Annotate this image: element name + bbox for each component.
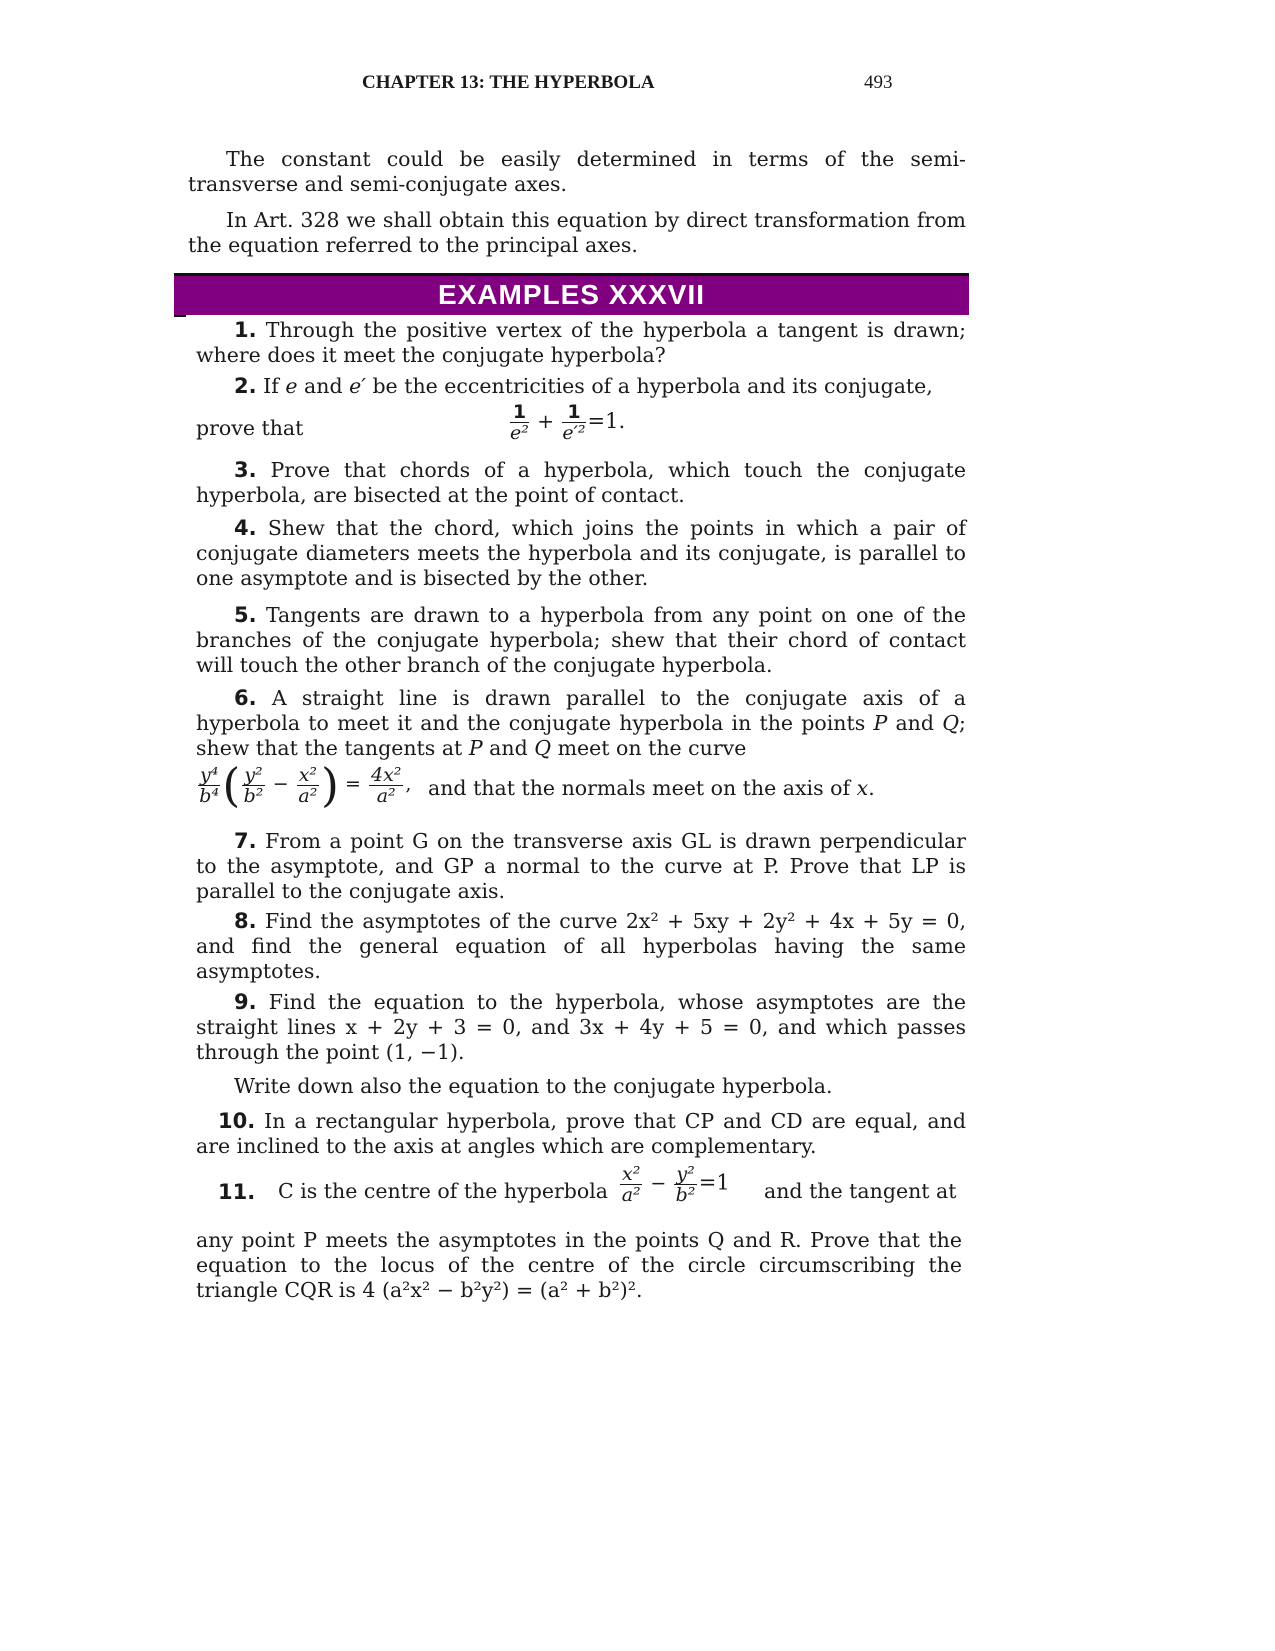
example-text: Tangents are drawn to a hyperbola from any point on one of the branches of the conjugate hyperbola; shew that their chord of contact will touch the other branch of the conjugate hyperbola. — [196, 603, 966, 677]
denominator: a² — [376, 784, 396, 807]
example-text: and — [304, 374, 343, 398]
example-number: 3. — [234, 458, 257, 482]
example-number: 5. — [234, 603, 257, 627]
numerator: x² — [622, 1163, 641, 1185]
example-text: meet on the curve — [557, 736, 747, 760]
example-text — [428, 776, 875, 801]
numerator: 4x² — [371, 763, 402, 786]
example-7 — [196, 829, 966, 904]
fraction — [620, 1164, 642, 1205]
numerator: y⁴ — [200, 763, 219, 786]
prove-that-label: prove that — [196, 416, 304, 440]
numerator: y² — [244, 763, 263, 786]
numerator: x² — [298, 763, 318, 786]
operator: = — [345, 773, 361, 795]
example-5 — [196, 603, 966, 678]
intro-paragraph-1: The constant could be easily determined in terms of the semi-transverse and semi-conjugate axes. — [188, 147, 966, 196]
reciprocal-sum-formula — [508, 402, 625, 443]
fraction — [369, 765, 403, 806]
locus-equation: 4 (a²x² − b²y²) = (a² + b²)². — [362, 1278, 643, 1302]
denominator: e² — [510, 422, 529, 444]
denominator: a² — [621, 1184, 641, 1206]
example-9 — [196, 990, 966, 1065]
example-text: In a rectangular hyperbola, prove that CP and CD are equal, and are inclined to the axis at angles which are complementary. — [196, 1109, 966, 1158]
fraction — [297, 765, 319, 806]
example-text: Find the asymptotes of the curve 2x² + 5xy + 2y² + 4x + 5y = 0, and find the general equation of all hyperbolas having the same asymptotes. — [196, 909, 966, 983]
hyperbola-equation — [618, 1164, 730, 1205]
example-number: 2. — [234, 374, 257, 398]
fraction — [510, 402, 529, 443]
denominator: b⁴ — [199, 784, 220, 807]
banner-rule — [174, 315, 186, 317]
example-text: be the eccentricities of a hyperbola and its conjugate, — [372, 374, 933, 398]
example-text: and that the normals meet on the axis of — [428, 776, 851, 800]
example-text: Prove that chords of a hyperbola, which touch the conjugate hyperbola, are bisected at the point of contact. — [196, 458, 966, 507]
example-number: 11. — [218, 1180, 256, 1204]
symbol-Q: Q — [534, 736, 552, 760]
operator: =1. — [587, 409, 626, 433]
fraction — [242, 765, 264, 806]
symbol-P: P — [468, 736, 483, 760]
denominator: b² — [243, 784, 264, 807]
example-2-formula — [196, 402, 966, 454]
fraction — [674, 1164, 696, 1205]
example-number: 7. — [234, 829, 257, 853]
right-paren: ) — [321, 758, 339, 812]
example-11-first-line — [196, 1164, 966, 1216]
operator: + — [537, 409, 554, 433]
example-3 — [196, 458, 966, 508]
example-text: and — [895, 711, 935, 735]
example-11-body — [196, 1228, 962, 1303]
operator: − — [650, 1172, 667, 1195]
example-text: A straight line is drawn parallel to the conjugate axis of a hyperbola to meet it and the conjugate hyperbola in the points — [196, 686, 966, 735]
example-number: 6. — [234, 686, 257, 710]
operator: − — [272, 773, 289, 795]
example-1 — [196, 318, 966, 368]
example-text: From a point G on the transverse axis GL is drawn perpendicular to the asymptote, and GP a normal to the curve at P. Prove that LP is parallel to the conjugate axis. — [196, 829, 966, 903]
chapter-title: CHAPTER 13: THE HYPERBOLA — [362, 72, 655, 93]
example-6-formula — [196, 758, 966, 818]
example-number: 9. — [234, 990, 257, 1014]
example-text: and — [489, 736, 528, 760]
example-text: If — [263, 374, 279, 398]
example-4 — [196, 516, 966, 591]
symbol-x: x — [856, 776, 869, 800]
punctuation: , — [405, 773, 412, 795]
example-number: 1. — [234, 318, 257, 342]
left-paren: ( — [222, 758, 241, 812]
example-text: Shew that the chord, which joins the points in which a pair of conjugate diameters meets the hyperbola and its conjugate, is parallel to one asymptote and is bisected by the other. — [196, 516, 966, 590]
example-8 — [196, 909, 966, 984]
example-number: 10. — [218, 1109, 256, 1133]
example-text: Find the equation to the hyperbola, whose asymptotes are the straight lines x + 2y + 3 = 0, and 3x + 4y + 5 = 0, and which passes through the point (1, −1). — [196, 990, 966, 1064]
numerator: 1 — [510, 402, 529, 423]
operator: =1 — [698, 1170, 730, 1195]
curve-equation — [196, 758, 412, 812]
numerator: y² — [676, 1163, 695, 1185]
symbol-Q: Q — [942, 711, 960, 735]
example-text: and the tangent at — [764, 1179, 957, 1203]
example-10 — [196, 1109, 966, 1159]
intro-paragraph-2: In Art. 328 we shall obtain this equation by direct transformation from the equation referred to the principal axes. — [188, 208, 966, 257]
example-text — [278, 1179, 608, 1204]
page-header — [0, 72, 1275, 102]
symbol-e: e — [285, 374, 298, 398]
example-number: 8. — [234, 909, 257, 933]
punctuation: . — [868, 776, 875, 800]
example-number: 4. — [234, 516, 257, 540]
example-6 — [196, 686, 966, 761]
example-text: C is the centre of the hyperbola — [278, 1179, 609, 1203]
example-text: any point P meets the asymptotes in the points Q and R. Prove that the equation to the locus of the centre of the circle circumscribing the triangle CQR is — [196, 1228, 962, 1302]
example-2 — [196, 374, 966, 399]
symbol-e-prime: e′ — [349, 374, 366, 398]
denominator: a² — [298, 784, 318, 807]
example-text: ; shew that the tangents at — [196, 711, 966, 760]
examples-banner: EXAMPLES XXXVII — [174, 273, 969, 315]
fraction — [562, 402, 585, 443]
denominator: e′² — [562, 422, 586, 444]
example-9-continuation: Write down also the equation to the conjugate hyperbola. — [234, 1074, 833, 1098]
numerator: 1 — [562, 402, 585, 423]
symbol-P: P — [873, 711, 888, 735]
page-number: 493 — [864, 72, 893, 93]
denominator: b² — [675, 1184, 696, 1206]
fraction — [198, 765, 220, 806]
example-text: Through the positive vertex of the hyperbola a tangent is drawn; where does it meet the conjugate hyperbola? — [196, 318, 966, 367]
